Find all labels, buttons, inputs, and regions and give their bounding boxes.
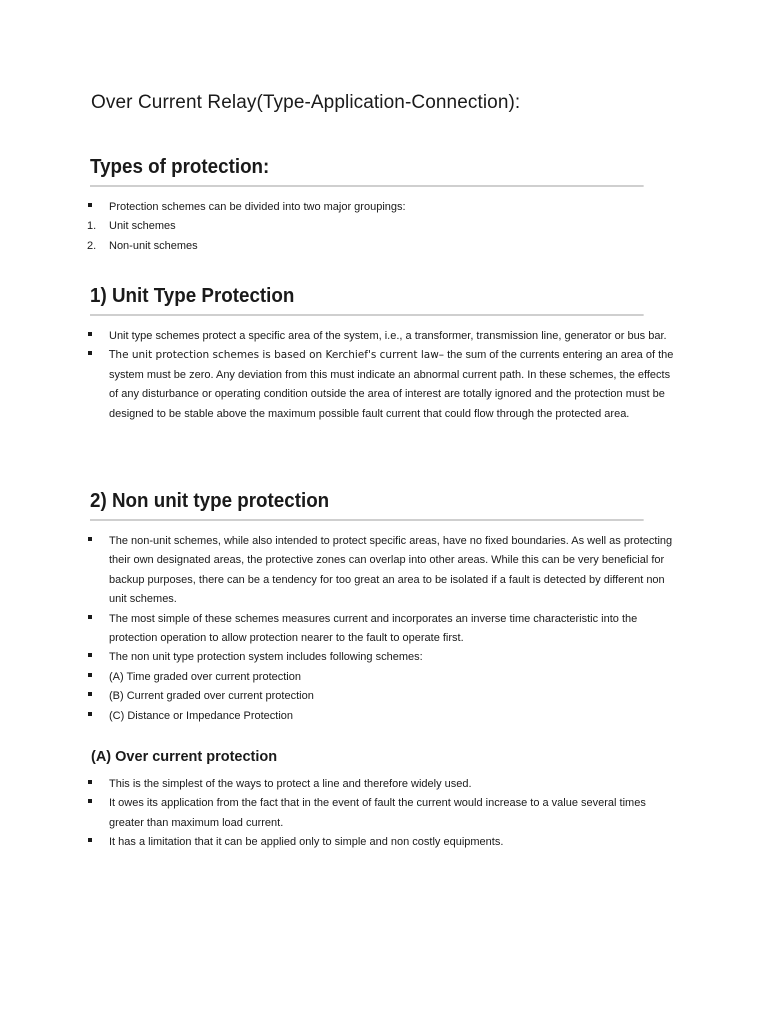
section-non-unit-protection <box>90 490 679 521</box>
list-item-text: The non unit type protection system includes following schemes: <box>109 651 423 664</box>
list-item-text: The most simple of these schemes measures current and incorporates an inverse time characteristic into the protection operation to allow protection nearer to the fault to operate first. <box>109 612 638 645</box>
list-item-text: It has a limitation that it can be applied only to simple and non costly equipments. <box>109 836 504 849</box>
list-item <box>0 687 768 706</box>
subsection-heading-overcurrent: (A) Over current protection <box>91 749 278 765</box>
list-item <box>0 198 768 217</box>
list-item-text: Unit type schemes protect a specific area of the system, i.e., a transformer, transmission line, generator or bus bar. <box>109 330 667 342</box>
overcurrent-list <box>0 775 768 853</box>
list-item: 1. Unit schemes <box>87 220 176 233</box>
section-unit-type-protection <box>90 285 679 316</box>
list-item <box>0 532 768 610</box>
list-item <box>0 794 768 833</box>
types-list <box>0 198 768 256</box>
section-heading-unit: 1) Unit Type Protection <box>90 285 644 316</box>
list-item <box>0 327 768 346</box>
list-item-text: Non-unit schemes <box>109 239 198 252</box>
list-item <box>0 775 768 794</box>
list-item <box>0 707 768 726</box>
section-heading-types: Types of protection: <box>90 156 644 187</box>
list-item-text: the sum of the currents entering an area of the system must be zero. Any deviation from this must indicate an abnormal current path. In these schemes, the effects of any disturbance or operating condition outside the area of interest are totally ignored and the protection must be designed to be stable above the maximum possible fault current that could flow through the protected area. <box>109 349 674 420</box>
list-item-text: Protection schemes can be divided into two major groupings: <box>109 201 406 213</box>
section-heading-nonunit: 2) Non unit type protection <box>90 490 644 521</box>
list-item-text: (A) Time graded over current protection <box>109 670 301 683</box>
list-item: 2. Non-unit schemes <box>87 239 198 252</box>
list-item <box>0 833 768 852</box>
list-item <box>0 668 768 687</box>
document-title: Over Current Relay(Type-Application-Connection): <box>91 92 521 113</box>
list-item-text: This is the simplest of the ways to protect a line and therefore widely used. <box>109 778 472 790</box>
list-item-text: Unit schemes <box>109 220 176 233</box>
list-item-text: (C) Distance or Impedance Protection <box>109 709 294 722</box>
list-item-text: It owes its application from the fact that in the event of fault the current would increase to a value several times greater than maximum load current. <box>109 797 646 829</box>
section-types-of-protection <box>90 156 679 187</box>
list-item <box>0 610 768 649</box>
kirchhoff-law-text: The unit protection schemes is based on Kerchief's current law– <box>109 349 445 362</box>
unit-list <box>0 327 768 424</box>
list-item <box>0 346 768 424</box>
nonunit-list <box>0 532 768 726</box>
list-item-text: The non-unit schemes, while also intended to protect specific areas, have no fixed boundaries. As well as protecting their own designated areas, the protective zones can overlap into other areas. While this can be very beneficial for backup purposes, there can be a tendency for too great an area to be isolated if a fault is detected by different non unit schemes. <box>109 535 673 606</box>
list-item-text: (B) Current graded over current protection <box>109 690 314 703</box>
list-item <box>0 648 768 667</box>
